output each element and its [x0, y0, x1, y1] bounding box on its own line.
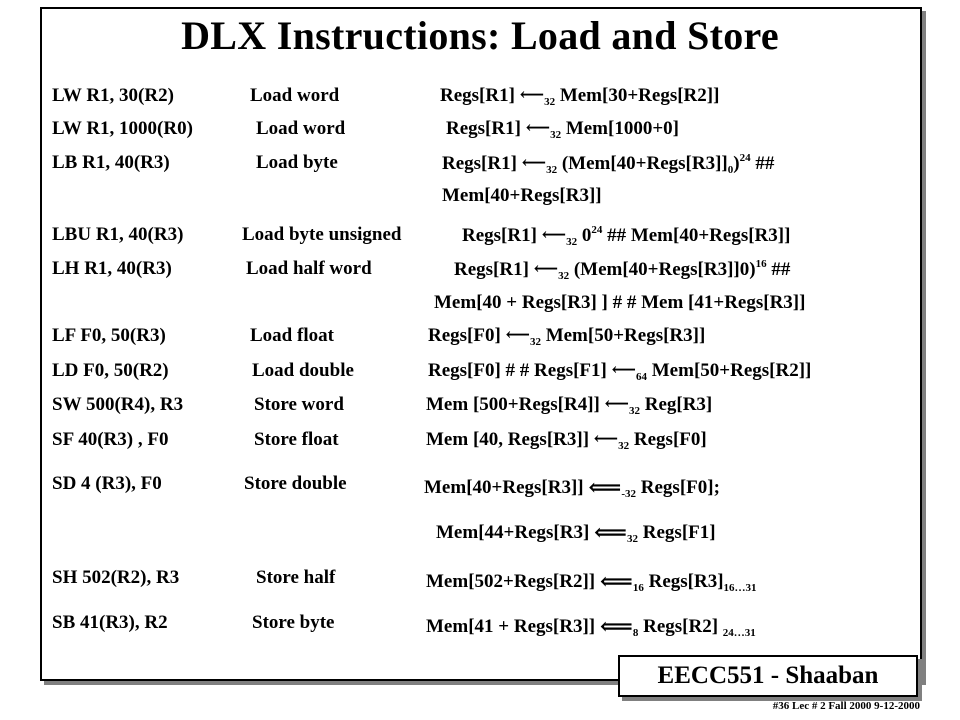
- assign-arrow: ⟵: [505, 325, 530, 344]
- desc: Store float: [254, 429, 339, 450]
- bit-range-sub: 24…31: [722, 627, 756, 639]
- width-sub: 32: [546, 164, 558, 176]
- replicate-sup: 24: [591, 224, 603, 236]
- rtl-concat: ##: [750, 153, 775, 174]
- instr: SH 502(R2), R3: [52, 567, 180, 588]
- rtl: [446, 119, 679, 141]
- desc: Load byte: [256, 152, 338, 173]
- instr: LBU R1, 40(R3): [52, 224, 184, 245]
- rtl-src: (Mem[40+Regs[R3]]: [561, 153, 728, 174]
- rtl-dest: Regs[R1]: [454, 259, 529, 280]
- bit-range-sub: 16…31: [723, 582, 757, 594]
- width-sub: 32: [544, 96, 556, 108]
- rtl-src: Regs[R2]: [643, 616, 719, 637]
- desc: Store word: [254, 394, 344, 415]
- rtl-dest: Regs[R1]: [440, 85, 515, 106]
- assign-arrow: ⟵: [533, 259, 559, 278]
- desc: Load word: [256, 118, 346, 139]
- rtl-src: Regs[F1]: [642, 522, 716, 543]
- desc: Load byte unsigned: [242, 224, 402, 245]
- rtl-dest: Regs[R1]: [446, 118, 521, 139]
- rtl-dest: Mem [40, Regs[R3]]: [426, 429, 590, 450]
- footer-badge: EECC551 - Shaaban: [618, 655, 918, 697]
- rtl-src: Mem[50+Regs[R2]]: [651, 360, 812, 381]
- instr: SB 41(R3), R2: [52, 612, 168, 633]
- assign-arrow: ⟵: [521, 153, 547, 172]
- assign-arrow: ⟵: [541, 225, 567, 244]
- desc: Load double: [252, 360, 354, 381]
- instr: LD F0, 50(R2): [52, 360, 169, 381]
- rtl-concat: ## Mem[40+Regs[R3]]: [602, 225, 791, 246]
- instr: SD 4 (R3), F0: [52, 473, 162, 494]
- rtl-src: Regs[F0];: [640, 477, 720, 498]
- rtl: [440, 86, 719, 108]
- rtl-dest: Mem[44+Regs[R3]: [436, 522, 590, 543]
- rtl: [442, 153, 774, 176]
- desc: Store half: [256, 567, 336, 588]
- replicate-sup: 16: [755, 258, 767, 270]
- rtl-dest: Regs[F0]: [428, 325, 501, 346]
- rtl-dest: Mem[41 + Regs[R3]]: [426, 616, 596, 637]
- assign-arrow: ⟵: [611, 360, 636, 379]
- instr: LW R1, 1000(R0): [52, 118, 193, 139]
- width-sub: 32: [529, 336, 541, 348]
- instr: LF F0, 50(R3): [52, 325, 166, 346]
- assign-arrow: ⟸: [588, 475, 622, 500]
- byte-sub: 0: [727, 164, 734, 176]
- rtl-concat: ##: [766, 259, 791, 280]
- rtl-src: Mem[1000+0]: [565, 118, 679, 139]
- assign-arrow: ⟸: [594, 520, 628, 545]
- rtl-continuation: Mem[40 + Regs[R3] ] # # Mem [41+Regs[R3]]: [434, 292, 806, 313]
- rtl-dest: Mem[40+Regs[R3]]: [424, 477, 584, 498]
- rtl-dest: Regs[F0] # # Regs[F1]: [428, 360, 607, 381]
- width-sub: 32: [558, 270, 570, 282]
- rtl-src: Regs[F0]: [633, 429, 707, 450]
- rtl-src-close: ): [733, 153, 740, 174]
- rtl: [426, 613, 756, 639]
- width-sub: 32: [627, 533, 639, 545]
- desc: Load float: [250, 325, 334, 346]
- width-sub: 32: [550, 129, 562, 141]
- rtl-src: Mem[50+Regs[R3]]: [545, 325, 706, 346]
- instr: LB R1, 40(R3): [52, 152, 170, 173]
- rtl: [428, 361, 811, 383]
- rtl-src: Regs[R3]: [648, 571, 724, 592]
- width-sub: 8: [632, 627, 639, 639]
- rtl: [454, 259, 790, 282]
- rtl-src: Reg[R3]: [644, 394, 713, 415]
- replicate-sup: 24: [739, 152, 751, 164]
- assign-arrow: ⟵: [525, 118, 551, 137]
- rtl-src: 0: [581, 225, 592, 246]
- instr: LW R1, 30(R2): [52, 85, 174, 106]
- width-sub: 64: [636, 371, 647, 383]
- desc: Load word: [250, 85, 340, 106]
- assign-arrow: ⟵: [593, 429, 619, 448]
- rtl: [426, 430, 707, 452]
- width-sub: 32: [618, 440, 630, 452]
- assign-arrow: ⟵: [519, 85, 545, 104]
- desc: Load half word: [246, 258, 372, 279]
- rtl-dest: Mem [500+Regs[R4]]: [426, 394, 600, 415]
- instr: SW 500(R4), R3: [52, 394, 184, 415]
- slide-title: DLX Instructions: Load and Store: [181, 13, 779, 58]
- instr: SF 40(R3) , F0: [52, 429, 169, 450]
- rtl-dest: Regs[R1]: [462, 225, 537, 246]
- width-sub: 32: [566, 236, 578, 248]
- width-sub: 32: [628, 405, 640, 417]
- desc: Store double: [244, 473, 347, 494]
- rtl: [426, 568, 757, 594]
- rtl-dest: Mem[502+Regs[R2]]: [426, 571, 596, 592]
- width-sub: 16: [632, 582, 644, 594]
- rtl: [462, 225, 790, 248]
- rtl: [424, 474, 720, 500]
- rtl-src: (Mem[40+Regs[R3]]0): [573, 259, 756, 280]
- rtl-continuation: [436, 519, 716, 545]
- assign-arrow: ⟸: [599, 614, 633, 639]
- rtl-src: Mem[30+Regs[R2]]: [559, 85, 720, 106]
- width-sub: -32: [621, 488, 637, 500]
- rtl: [426, 395, 712, 417]
- footer-note: #36 Lec # 2 Fall 2000 9-12-2000: [772, 700, 920, 712]
- rtl-continuation: Mem[40+Regs[R3]]: [442, 185, 602, 206]
- rtl: [428, 326, 705, 348]
- instr: LH R1, 40(R3): [52, 258, 172, 279]
- rtl-dest: Regs[R1]: [442, 153, 517, 174]
- assign-arrow: ⟵: [604, 394, 629, 413]
- desc: Store byte: [252, 612, 335, 633]
- assign-arrow: ⟸: [599, 569, 633, 594]
